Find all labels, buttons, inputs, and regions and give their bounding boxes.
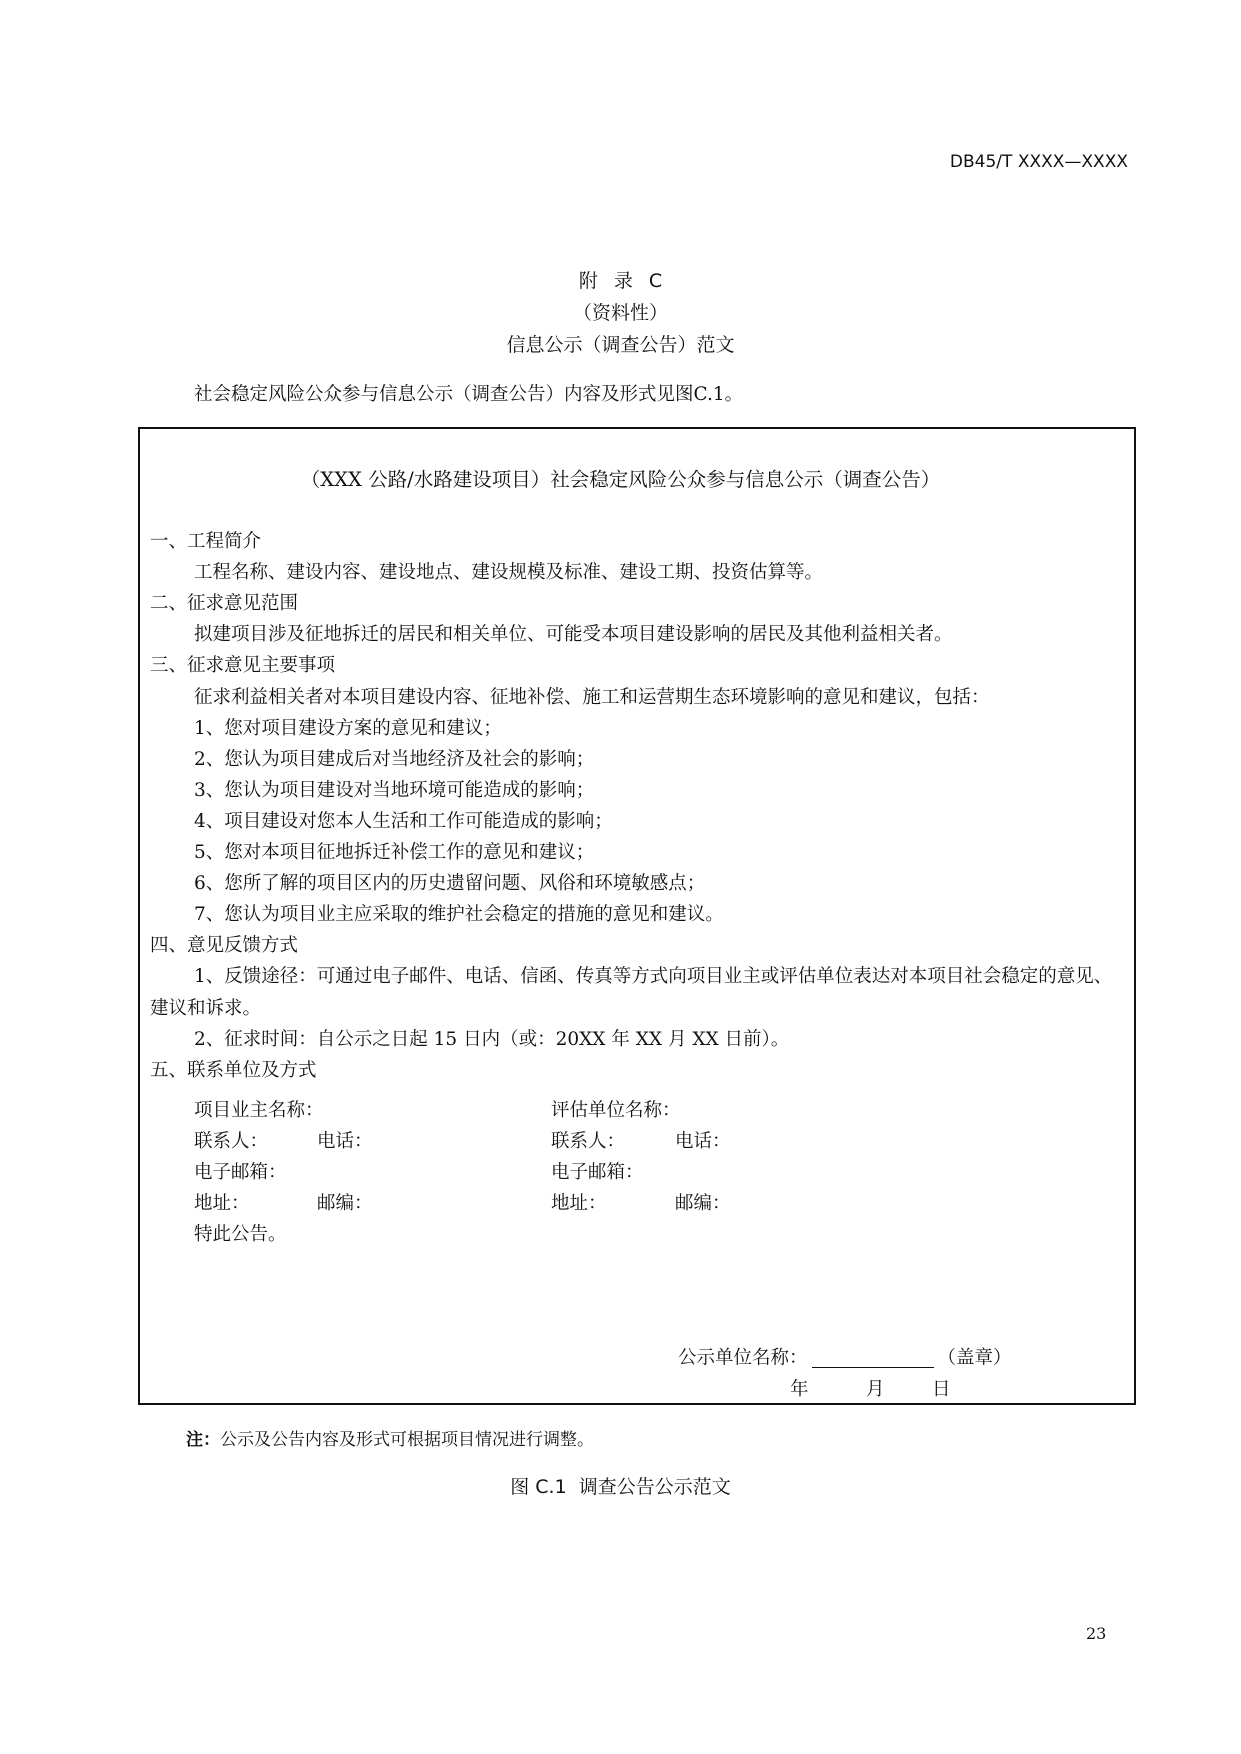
notice-line: 7、您认为项目业主应采取的维护社会稳定的措施的意见和建议。 <box>194 904 724 926</box>
owner-address-label: 地址： <box>194 1193 250 1214</box>
note-text: 公示及公告内容及形式可根据项目情况进行调整。 <box>220 1430 594 1450</box>
notice-line: 2、您认为项目建成后对当地经济及社会的影响； <box>194 748 595 770</box>
notice-line: 拟建项目涉及征地拆迁的居民和相关单位、可能受本项目建设影响的居民及其他利益相关者。 <box>194 624 953 646</box>
evaluator-postcode-label: 邮编： <box>675 1193 731 1214</box>
notice-line: 2、征求时间：自公示之日起 15 日内（或：20XX 年 XX 月 XX 日前）。 <box>194 1028 790 1050</box>
signature-line <box>678 1349 1012 1368</box>
notice-line: 四、意见反馈方式 <box>150 935 299 957</box>
date-day: 日 <box>932 1379 951 1400</box>
signature-label: 公示单位名称： <box>678 1347 808 1369</box>
notice-line: 6、您所了解的项目区内的历史遗留问题、风俗和环境敏感点； <box>194 873 706 895</box>
evaluator-name-label: 评估单位名称： <box>551 1100 681 1121</box>
date-month: 月 <box>866 1379 885 1400</box>
notice-line: 1、反馈途径：可通过电子邮件、电话、信函、传真等方式向项目业主或评估单位表达对本项目社会稳定的意见、 <box>194 966 1113 988</box>
notice-line: 一、工程简介 <box>150 531 262 552</box>
appendix-title: 附 录 C <box>578 270 663 292</box>
evaluator-email-label: 电子邮箱： <box>551 1162 644 1183</box>
note-label: 注： <box>186 1430 220 1450</box>
closing-text: 特此公告。 <box>194 1224 287 1245</box>
owner-contact-label: 联系人： <box>194 1131 269 1152</box>
evaluator-contact-label: 联系人： <box>551 1131 626 1152</box>
date-year: 年 <box>790 1379 809 1400</box>
appendix-subtitle: 信息公示（调查公告）范文 <box>506 334 735 356</box>
notice-line: 五、联系单位及方式 <box>150 1059 317 1081</box>
notice-line: 二、征求意见范围 <box>150 593 299 615</box>
notice-line: 建议和诉求。 <box>150 997 262 1019</box>
document-code: DB45/T XXXX—XXXX <box>949 152 1128 172</box>
evaluator-address-label: 地址： <box>551 1193 607 1214</box>
notice-line: 4、项目建设对您本人生活和工作可能造成的影响； <box>194 810 613 832</box>
notice-line: 征求利益相关者对本项目建设内容、征地补偿、施工和运营期生态环境影响的意见和建议，包括： <box>194 686 990 708</box>
owner-name-label: 项目业主名称： <box>194 1100 324 1121</box>
figure-caption: 图 C.1 调查公告公示范文 <box>510 1476 731 1498</box>
evaluator-phone-label: 电话： <box>675 1131 731 1152</box>
owner-postcode-label: 邮编： <box>317 1193 373 1214</box>
appendix-nature: （资料性） <box>572 302 668 324</box>
page-number: 23 <box>1086 1624 1107 1643</box>
signature-blank <box>812 1349 934 1368</box>
notice-line: 工程名称、建设内容、建设地点、建设规模及标准、建设工期、投资估算等。 <box>194 562 824 584</box>
intro-paragraph: 社会稳定风险公众参与信息公示（调查公告）内容及形式见图C.1。 <box>194 384 744 405</box>
note <box>186 1432 594 1449</box>
notice-line: 三、征求意见主要事项 <box>150 655 336 677</box>
notice-line: 3、您认为项目建设对当地环境可能造成的影响； <box>194 779 595 801</box>
notice-line: 5、您对本项目征地拆迁补偿工作的意见和建议； <box>194 842 595 863</box>
seal-label: （盖章） <box>937 1347 1012 1369</box>
owner-phone-label: 电话： <box>317 1131 373 1152</box>
owner-email-label: 电子邮箱： <box>194 1162 287 1183</box>
notice-title: （XXX 公路/水路建设项目）社会稳定风险公众参与信息公示（调查公告） <box>300 468 941 491</box>
notice-line: 1、您对项目建设方案的意见和建议； <box>194 717 502 739</box>
